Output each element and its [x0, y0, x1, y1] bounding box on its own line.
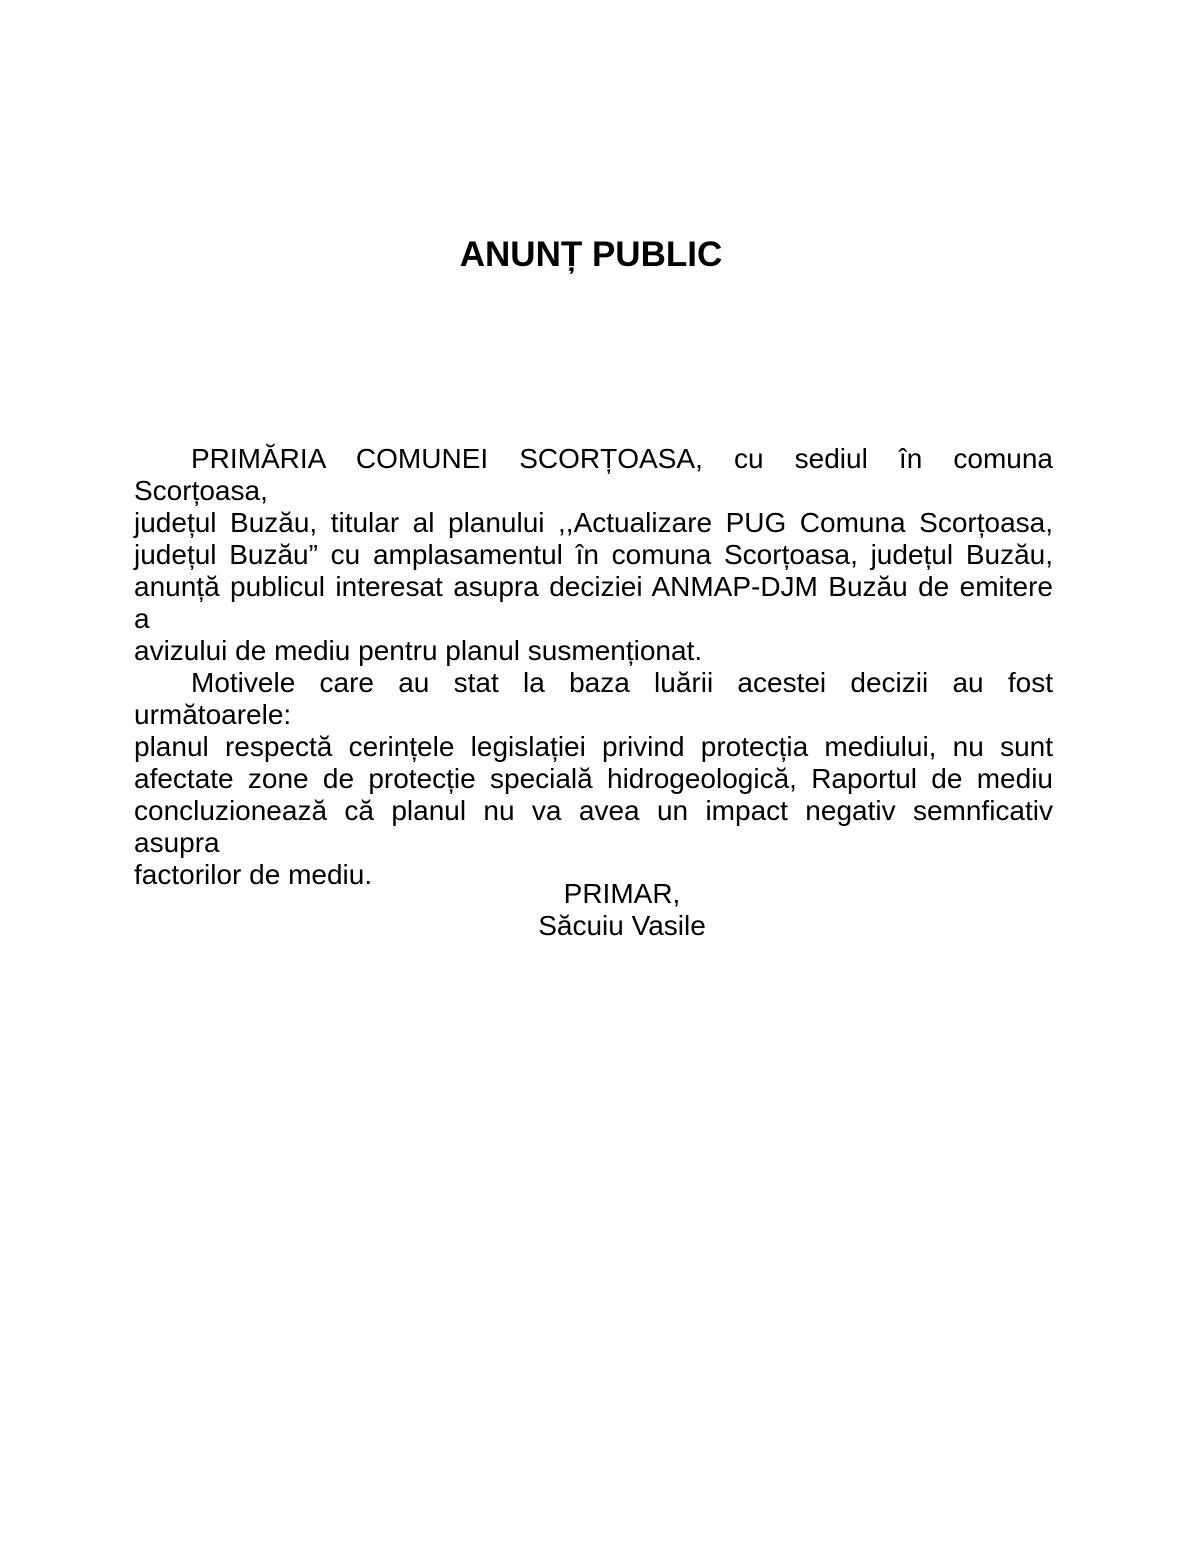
paragraph-line: avizului de mediu pentru planul susmenționat. — [134, 635, 703, 666]
page-title: ANUNȚ PUBLIC — [459, 235, 723, 274]
paragraph-line: planul respectă cerințele legislației privind protecția mediului, nu sunt — [134, 731, 1053, 762]
paragraph-line: județul Buzău, titular al planului ,,Actualizare PUG Comuna Scorțoasa, — [134, 507, 1053, 538]
signature-name: Săcuiu Vasile — [538, 910, 706, 941]
signature-block — [31, 878, 1182, 942]
document-body — [134, 443, 1053, 891]
paragraph-line: PRIMĂRIA COMUNEI SCORȚOASA, cu sediul în comuna Scorțoasa, — [134, 443, 1053, 506]
paragraph-line: factorilor de mediu. — [134, 859, 373, 890]
paragraph-announcement — [134, 443, 1053, 667]
paragraph-line: anunță publicul interesat asupra deciziei ANMAP-DJM Buzău de emitere a — [134, 571, 1053, 634]
paragraph-line: concluzionează că planul nu va avea un impact negativ semnficativ asupra — [134, 795, 1053, 858]
signature-role: PRIMAR, — [563, 878, 681, 909]
paragraph-motives — [134, 667, 1053, 891]
paragraph-line: județul Buzău” cu amplasamentul în comuna Scorțoasa, județul Buzău, — [134, 539, 1053, 570]
paragraph-line: Motivele care au stat la baza luării acestei decizii au fost următoarele: — [134, 667, 1053, 730]
paragraph-line: afectate zone de protecție specială hidrogeologică, Raportul de mediu — [134, 763, 1053, 794]
